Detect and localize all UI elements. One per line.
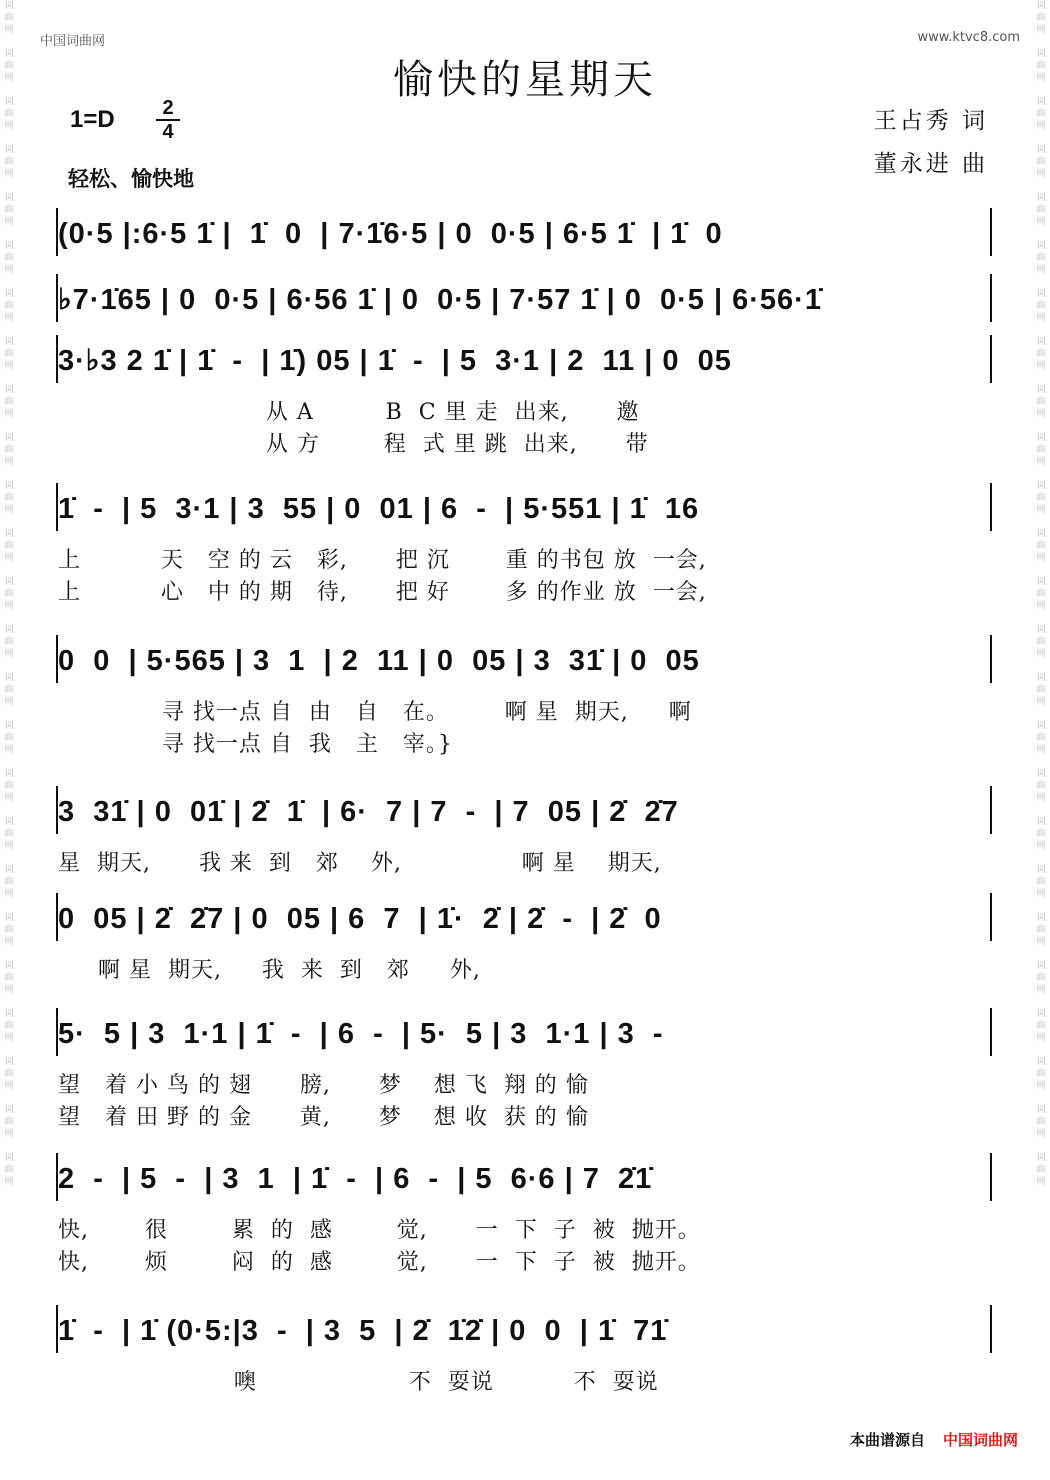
- system-barline: [990, 274, 992, 322]
- system-barline: [56, 335, 58, 383]
- lyric-line: 快, 烦 闷 的 感 觉, 一 下 子 被 抛开。: [58, 1250, 701, 1275]
- meter-bottom: 4: [162, 121, 174, 143]
- side-watermark-right: 词曲网 词曲网 词曲网 词曲网 词曲网 词曲网 词曲网 词曲网 词曲网 词曲网 词曲网 词曲网 词曲网 词曲网 词曲网 词曲网 词曲网 词曲网 词曲网 词曲网 词曲网 词曲网 词曲网 词曲网 词曲网: [1036, 1, 1046, 1187]
- notation-line: 2 - | 5 - | 3 1 | 1̇ - | 6 - | 5 6·6 | 7 2̇1̇: [58, 1163, 653, 1195]
- notation-line: 3 31̇ | 0 01̇ | 2̇ 1̇ | 6· 7 | 7 - | 7 05 | 2̇ 2̇7: [58, 796, 679, 828]
- system-barline: [56, 1305, 58, 1353]
- system-barline: [990, 635, 992, 683]
- lyric-line: 噢 不 耍说 不 耍说: [58, 1370, 659, 1395]
- notation-line: 0 05 | 2̇ 2̇7 | 0 05 | 6 7 | 1̇· 2̇ | 2̇ - | 2̇ 0: [58, 903, 662, 935]
- lyric-line: 望 着 田 野 的 金 黄, 梦 想 收 获 的 愉: [58, 1105, 589, 1130]
- system-barline: [56, 483, 58, 531]
- system-barline: [56, 208, 58, 256]
- system-barline: [56, 1153, 58, 1201]
- footer-source-label: 本曲谱源自: [849, 1431, 925, 1449]
- tempo-marking: 轻松、愉快地: [68, 167, 194, 191]
- system-barline: [56, 635, 58, 683]
- lyric-line: 寻 找一点 自 由 自 在。 啊 星 期天, 啊: [58, 700, 692, 725]
- system-barline: [990, 1008, 992, 1056]
- system-barline: [990, 1153, 992, 1201]
- system-barline: [990, 335, 992, 383]
- lyric-line: 寻 找一点 自 我 主 宰。}: [58, 732, 453, 757]
- system-barline: [56, 893, 58, 941]
- lyric-line: 快, 很 累 的 感 觉, 一 下 子 被 抛开。: [58, 1218, 701, 1243]
- site-url[interactable]: www.ktvc8.com: [917, 30, 1020, 45]
- notation-line: 1̇ - | 1̇ (0·5:|3 - | 3 5 | 2̇ 1̇2̇ | 0 0 | 1̇ 71̇: [58, 1315, 668, 1347]
- system-barline: [56, 274, 58, 322]
- lyric-line: 啊 星 期天, 我 来 到 郊 外,: [58, 958, 481, 983]
- notation-line: 1̇ - | 5 3·1 | 3 55 | 0 01 | 6 - | 5·551 | 1̇ 16: [58, 493, 700, 525]
- song-title: 愉快的星期天: [393, 57, 657, 103]
- time-signature: [156, 98, 180, 142]
- meter-top: 2: [162, 97, 174, 119]
- system-barline: [990, 483, 992, 531]
- footer-source: [850, 1429, 1018, 1450]
- system-barline: [990, 893, 992, 941]
- site-name: 中国词曲网: [40, 34, 106, 49]
- lyric-line: 上 天 空 的 云 彩, 把 沉 重 的书包 放 一会,: [58, 548, 707, 573]
- lyric-line: 从 A B C 里 走 出来, 邀: [58, 400, 640, 425]
- system-barline: [56, 786, 58, 834]
- lyric-line: 上 心 中 的 期 待, 把 好 多 的作业 放 一会,: [58, 580, 707, 605]
- footer-brand-link[interactable]: 中国词曲网: [942, 1431, 1018, 1449]
- system-barline: [990, 786, 992, 834]
- notation-line: 3·♭3 2 1̇ | 1̇ - | 1̇) 05 | 1̇ - | 5 3·1 | 2 11 | 0 05: [58, 345, 732, 377]
- notation-line: ♭7·1̇65 | 0 0·5 | 6·56 1̇ | 0 0·5 | 7·57 1̇ | 0 0·5 | 6·56·1̇: [58, 284, 822, 316]
- notation-line: (0·5 |:6·5 1̇ | 1̇ 0 | 7·1̇6·5 | 0 0·5 | 6·5 1̇ | 1̇ 0: [58, 218, 723, 250]
- lyricist-credit: 王占秀 词: [873, 108, 988, 134]
- lyric-line: 从 方 程 式 里 跳 出来, 带: [58, 432, 649, 457]
- system-barline: [56, 1008, 58, 1056]
- notation-line: 0 0 | 5·565 | 3 1 | 2 11 | 0 05 | 3 31̇ | 0 05: [58, 645, 700, 677]
- notation-line: 5· 5 | 3 1·1 | 1̇ - | 6 - | 5· 5 | 3 1·1 | 3 -: [58, 1018, 664, 1050]
- system-barline: [990, 1305, 992, 1353]
- system-barline: [990, 208, 992, 256]
- composer-credit: 董永进 曲: [873, 151, 988, 177]
- lyric-line: 星 期天, 我 来 到 郊 外, 啊 星 期天,: [58, 851, 662, 876]
- lyric-line: 望 着 小 鸟 的 翅 膀, 梦 想 飞 翔 的 愉: [58, 1073, 589, 1098]
- side-watermark-left: 词曲网 词曲网 词曲网 词曲网 词曲网 词曲网 词曲网 词曲网 词曲网 词曲网 词曲网 词曲网 词曲网 词曲网 词曲网 词曲网 词曲网 词曲网 词曲网 词曲网 词曲网 词曲网 词曲网 词曲网 词曲网: [4, 1, 14, 1187]
- key-signature: 1=D: [70, 106, 115, 133]
